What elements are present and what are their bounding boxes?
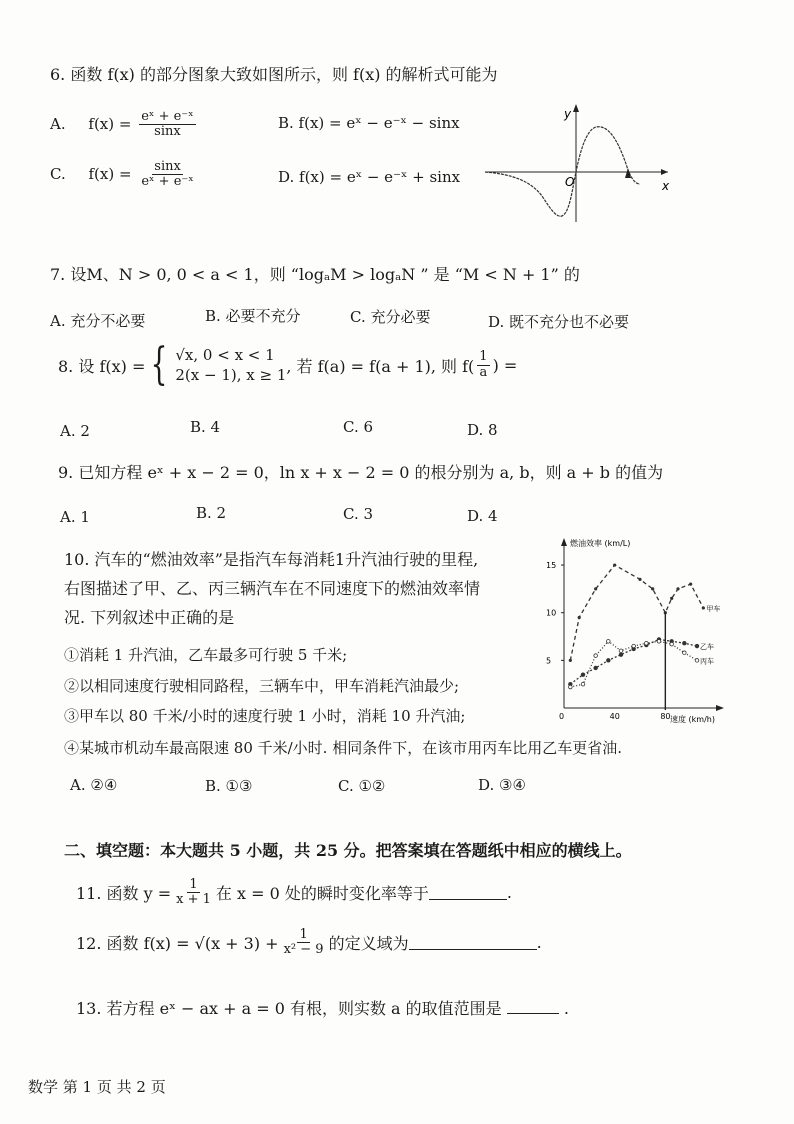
chart-point-0-9 xyxy=(689,583,691,585)
q12-suffix: 的定义域为 xyxy=(328,934,409,954)
q11-end: . xyxy=(506,883,512,903)
q6-curve-marker xyxy=(625,168,631,178)
q8-option-c: C. 6 xyxy=(343,418,374,436)
chart-point-1-10 xyxy=(695,644,699,648)
q6-c-fraction xyxy=(139,160,195,190)
chart-point-2-10 xyxy=(695,659,699,663)
q11-prefix: 11. 函数 y = xyxy=(76,884,172,904)
q12-fraction xyxy=(282,928,326,958)
chart-x-label: 速度 (km/h) xyxy=(670,715,715,724)
chart-point-1-2 xyxy=(594,666,598,670)
q10-line-3: 况. 下列叙述中正确的是 xyxy=(64,608,235,627)
q6-c-numerator: sinx xyxy=(154,159,181,174)
q8-option-b: B. 4 xyxy=(190,418,221,436)
q8-case-1: √x, 0 < x < 1 xyxy=(175,345,275,364)
q12-answer-blank[interactable] xyxy=(409,935,537,950)
chart-point-0-7 xyxy=(670,597,672,599)
chart-point-2-4 xyxy=(619,649,623,653)
chart-point-1-9 xyxy=(683,641,687,645)
q7-option-d: D. 既不充分也不必要 xyxy=(488,313,630,331)
q6-origin-label: O xyxy=(565,175,575,189)
chart-series-label-2: 丙车 xyxy=(700,657,714,666)
chart-point-2-5 xyxy=(632,644,636,648)
q6-option-a xyxy=(50,110,199,140)
q11-answer-blank[interactable] xyxy=(429,885,507,900)
q6-y-arrow xyxy=(573,104,579,112)
q8-fraction-den: a xyxy=(479,364,488,380)
q7-stem: 7. 设M、N > 0, 0 < a < 1，则 “logₐM > logₐN ” 是 “M < N + 1” 的 xyxy=(50,265,580,284)
chart-series-label-1: 乙车 xyxy=(700,643,714,652)
fuel-efficiency-chart xyxy=(540,532,730,728)
q10-statement-4: ④某城市机动车最高限速 80 千米/小时. 相同条件下，在该市用丙车比用乙车更省油. xyxy=(64,739,622,757)
q10-option-c: C. ①② xyxy=(338,777,386,795)
q10-option-d: D. ③④ xyxy=(478,776,526,794)
q8-piecewise xyxy=(145,339,287,390)
q6-function-graph xyxy=(480,100,680,225)
chart-y-tick-1: 10 xyxy=(546,608,557,618)
chart-y-tick-2: 15 xyxy=(546,561,557,571)
q8-option-a: A. 2 xyxy=(60,422,90,440)
q6-y-label: y xyxy=(564,107,572,121)
chart-point-2-0 xyxy=(569,685,573,689)
chart-y-arrow xyxy=(561,538,567,546)
chart-x-tick-0: 0 xyxy=(559,712,565,721)
q9-stem: 9. 已知方程 eˣ + x − 2 = 0，ln x + x − 2 = 0 的根分别为 a, b，则 a + b 的值为 xyxy=(58,463,664,482)
q6-stem: 6. 函数 f(x) 的部分图象大致如图所示，则 f(x) 的解析式可能为 xyxy=(50,65,498,84)
q7-option-c: C. 充分必要 xyxy=(350,308,431,326)
q9-option-a: A. 1 xyxy=(60,508,90,526)
chart-point-1-1 xyxy=(581,673,585,677)
q11-fraction-num: 1 xyxy=(189,877,198,892)
q13-end: . xyxy=(563,999,569,1018)
q6-c-lhs: f(x) = xyxy=(88,164,132,183)
chart-point-1-3 xyxy=(607,659,611,663)
chart-x-arrow xyxy=(716,705,724,711)
q13-text: 13. 若方程 eˣ − ax + a = 0 有根，则实数 a 的取值范围是 xyxy=(76,999,502,1018)
q12-prefix: 12. 函数 f(x) = √(x + 3) + xyxy=(76,934,279,954)
chart-point-0-1 xyxy=(578,616,580,618)
chart-point-0-2 xyxy=(594,588,596,590)
q6-option-b: B. f(x) = eˣ − e⁻ˣ − sinx xyxy=(278,114,460,132)
q11-stem xyxy=(76,878,512,908)
q13-answer-blank[interactable] xyxy=(507,999,559,1014)
q8-prefix: 8. 设 f(x) = xyxy=(58,356,146,376)
q6-curve xyxy=(485,127,640,217)
chart-point-2-1 xyxy=(581,682,585,686)
q6-a-denominator: sinx xyxy=(154,124,181,140)
q8-fraction-num: 1 xyxy=(479,349,488,365)
q7-option-b: B. 必要不充分 xyxy=(205,307,301,325)
q10-option-a: A. ②④ xyxy=(70,776,118,794)
chart-x-tick-1: 40 xyxy=(609,712,620,721)
chart-point-2-8 xyxy=(670,642,674,646)
q10-line-1: 10. 汽车的“燃油效率”是指汽车每消耗1升汽油行驶的里程, xyxy=(64,550,479,569)
q13-stem xyxy=(76,996,569,1019)
q10-option-b: B. ①③ xyxy=(205,777,253,795)
chart-point-0-5 xyxy=(651,588,653,590)
q9-option-c: C. 3 xyxy=(343,505,374,523)
q9-option-b: B. 2 xyxy=(196,504,227,522)
chart-point-2-2 xyxy=(594,654,598,658)
chart-point-0-10 xyxy=(702,607,704,609)
q6-a-numerator: eˣ + e⁻ˣ xyxy=(141,109,194,124)
q6-c-denominator: eˣ + e⁻ˣ xyxy=(141,174,194,190)
q6-a-lhs: f(x) = xyxy=(88,114,132,133)
chart-y-label: 燃油效率 (km/L) xyxy=(570,539,631,548)
q10-line-2: 右图描述了甲、乙、丙三辆汽车在不同速度下的燃油效率情 xyxy=(64,579,481,598)
q11-fraction xyxy=(174,878,213,908)
q12-end: . xyxy=(536,933,542,953)
chart-x-tick-2: 80 xyxy=(660,712,671,721)
chart-point-2-7 xyxy=(657,639,661,643)
q6-x-arrow xyxy=(661,169,668,175)
q11-suffix: 在 x = 0 处的瞬时变化率等于 xyxy=(215,884,429,904)
q6-option-c xyxy=(50,160,199,190)
chart-point-0-3 xyxy=(613,564,615,566)
q10-statement-3: ③甲车以 80 千米/小时的速度行驶 1 小时，消耗 10 升汽油; xyxy=(64,707,466,725)
chart-y-tick-0: 5 xyxy=(546,656,552,666)
q9-option-d: D. 4 xyxy=(467,507,498,525)
chart-point-2-6 xyxy=(645,641,649,645)
page-footer: 数学 第 1 页 共 2 页 xyxy=(28,1078,166,1096)
q6-a-label: A. xyxy=(50,114,66,133)
chart-point-2-3 xyxy=(607,639,611,643)
chart-point-0-8 xyxy=(677,588,679,590)
q6-option-d: D. f(x) = eˣ − e⁻ˣ + sinx xyxy=(278,168,461,186)
q8-fraction xyxy=(477,350,489,380)
chart-point-0-0 xyxy=(569,659,571,661)
q6-c-label: C. xyxy=(50,164,66,183)
q8-mid: , 若 f(a) = f(a + 1), 则 f( xyxy=(286,356,475,376)
q8-case-2: 2(x − 1), x ≥ 1 xyxy=(175,366,287,384)
q8-option-d: D. 8 xyxy=(467,421,498,439)
q12-fraction-num: 1 xyxy=(299,927,308,942)
q8-brace-icon: { xyxy=(150,339,168,390)
chart-point-0-4 xyxy=(639,578,641,580)
q10-statement-2: ②以相同速度行驶相同路程，三辆车中，甲车消耗汽油最少; xyxy=(64,677,460,695)
q12-fraction-den: x² − 9 xyxy=(283,942,324,958)
section-2-heading: 二、填空题：本大题共 5 小题，共 25 分。把答案填在答题纸中相应的横线上。 xyxy=(64,841,632,860)
q8-stem xyxy=(58,339,518,390)
q7-option-a: A. 充分不必要 xyxy=(50,312,146,330)
q8-suffix: ) = xyxy=(492,355,518,375)
q10-statement-1: ①消耗 1 升汽油，乙车最多可行驶 5 千米; xyxy=(64,646,348,664)
chart-point-2-9 xyxy=(683,651,687,655)
chart-point-1-4 xyxy=(619,653,623,657)
q12-stem xyxy=(76,928,542,958)
q11-fraction-den: x + 1 xyxy=(176,892,211,908)
chart-series-line-0 xyxy=(570,565,703,660)
chart-series-label-0: 甲车 xyxy=(706,604,721,613)
q6-a-fraction xyxy=(139,110,195,140)
q6-x-label: x xyxy=(662,179,670,193)
